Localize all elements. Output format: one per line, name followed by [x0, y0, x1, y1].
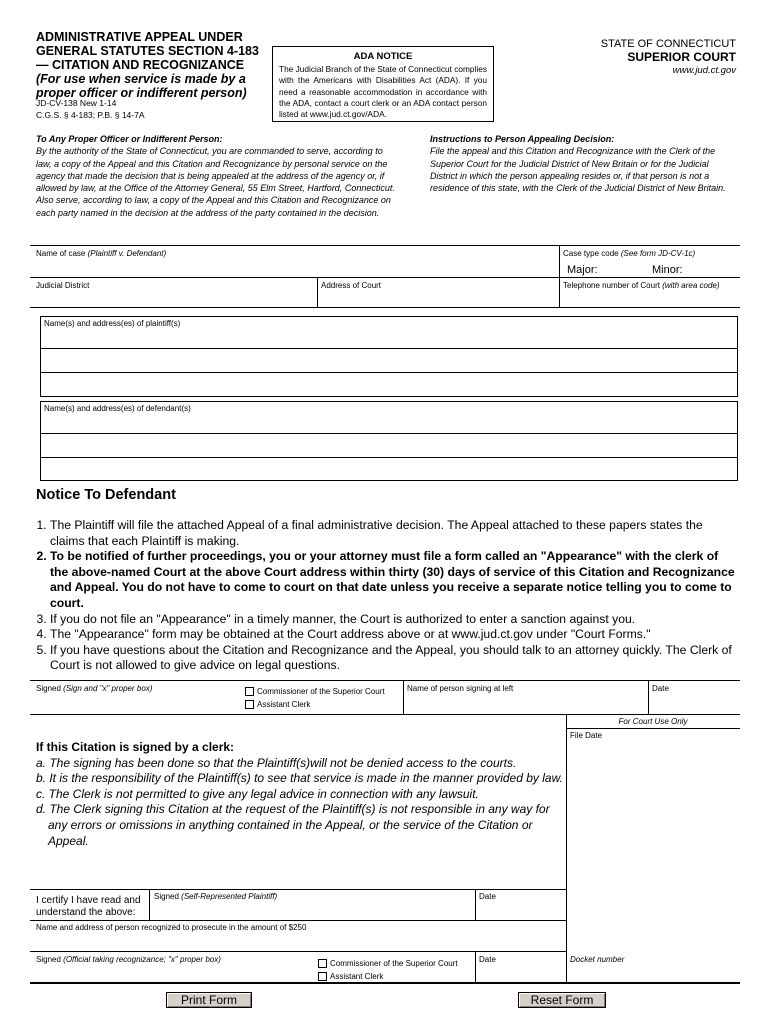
signed-field[interactable] — [36, 684, 152, 694]
file-date-field[interactable]: File Date — [570, 731, 603, 740]
official-commissioner-checkbox[interactable] — [318, 959, 327, 968]
proper-officer-body: By the authority of the State of Connecticut, you are commanded to serve, according to law, a copy of the Appeal and this Citation and Recognizance by personal service on the agency that made the decision that is being appealed at the address of the agency or, if allowed by law, at the Office of the Attorney General, 55 Elm Street, Hartford, Connecticut. Also serve, according to law, a copy of the Appeal and this Citation and Recognizance on each party named in the decision at the address of the party contained in the decision. — [36, 146, 395, 218]
clerk-item: b. It is the responsibility of the Plaintiff(s) to see that service is made in the manner provided by law. — [36, 771, 563, 786]
title-line-3: — CITATION AND RECOGNIZANCE — [36, 58, 245, 72]
court-address-field[interactable]: Address of Court — [321, 281, 382, 290]
assistant-clerk-label: Assistant Clerk — [257, 700, 311, 709]
print-form-button[interactable]: Print Form — [166, 992, 252, 1008]
state-name: STATE OF CONNECTICUT — [600, 38, 736, 50]
case-type-major[interactable]: Major: — [567, 264, 598, 276]
docket-number-field[interactable]: Docket number — [570, 955, 625, 964]
certify-date-field[interactable]: Date — [479, 892, 496, 901]
form-number: JD-CV-138 New 1-14 — [36, 98, 117, 108]
self-rep-signed-hint: (Self-Represented Plaintiff) — [181, 892, 278, 901]
official-commissioner-row[interactable] — [318, 959, 458, 969]
clerk-item: d. The Clerk signing this Citation at the request of the Plaintiff(s) is not responsible in any way for any errors or omissions in anything contained in the Appeal, or the service of the Citation or Appeal. — [36, 802, 550, 848]
signed-label: Signed — [36, 684, 61, 693]
form-number-block — [36, 97, 145, 121]
instructions-section — [430, 133, 736, 194]
court-website: www.jud.ct.gov — [672, 65, 736, 76]
proper-officer-heading: To Any Proper Officer or Indifferent Person: — [36, 134, 223, 144]
signed-hint: (Sign and "x" proper box) — [63, 684, 153, 693]
plaintiffs-label: Name(s) and address(es) of plaintiff(s) — [44, 319, 181, 328]
commissioner-label: Commissioner of the Superior Court — [257, 687, 385, 696]
case-type-hint: (See form JD-CV-1c) — [620, 249, 696, 258]
ada-notice — [272, 46, 494, 122]
case-name-hint: (Plaintiff v. Defendant) — [87, 249, 167, 258]
title-line-1: ADMINISTRATIVE APPEAL UNDER — [36, 30, 243, 44]
self-rep-signed-field[interactable] — [154, 892, 277, 902]
court-phone-field[interactable] — [563, 281, 720, 291]
certify-text: I certify I have read and understand the above: — [36, 895, 141, 918]
official-commissioner-label: Commissioner of the Superior Court — [330, 959, 458, 968]
proper-officer-section — [36, 133, 396, 219]
ada-body: The Judicial Branch of the State of Connecticut complies with the Americans with Disabilities Act (ADA). If you need a reasonable accommodation in accordance with the ADA, contact a court clerk or an ADA contact person listed at www.jud.ct.gov/ADA. — [279, 64, 487, 120]
official-assistant-clerk-row[interactable] — [318, 972, 383, 982]
official-signed-hint: (Official taking recognizance; "x" proper box) — [63, 955, 221, 964]
commissioner-checkbox[interactable] — [245, 687, 254, 696]
official-signed-label: Signed — [36, 955, 61, 964]
statute-reference: C.G.S. § 4-183; P.B. § 14-7A — [36, 110, 145, 120]
signer-name-field[interactable]: Name of person signing at left — [407, 684, 514, 693]
clerk-item: a. The signing has been done so that the Plaintiff(s)will not be denied access to the courts. — [36, 755, 517, 770]
sign-date-field[interactable]: Date — [652, 684, 669, 693]
notice-item: 3. If you do not file an "Appearance" in a timely manner, the Court is authorized to enter a sanction against you. — [50, 612, 736, 628]
official-date-field[interactable]: Date — [479, 955, 496, 964]
self-rep-signed-label: Signed — [154, 892, 179, 901]
assistant-clerk-checkbox-row[interactable] — [245, 700, 310, 710]
notice-item: 2. To be notified of further proceedings, you or your attorney must file a form called an "Appearance" with the clerk of the above-named Court at the above Court address within thirty (30) days of service of this Citation and Recognizance and Appeal. You do not have to come to court on that date unless you receive a separate notice telling you to come to court. — [50, 549, 736, 611]
judicial-district-field[interactable]: Judicial District — [36, 281, 90, 290]
court-phone-label: Telephone number of Court — [563, 281, 660, 290]
case-name-field[interactable] — [36, 249, 166, 259]
assistant-clerk-checkbox[interactable] — [245, 700, 254, 709]
court-name: SUPERIOR COURT — [627, 50, 736, 64]
clerk-section — [36, 740, 566, 849]
notice-list — [36, 518, 736, 674]
case-type-field — [563, 249, 695, 259]
official-assistant-clerk-label: Assistant Clerk — [330, 972, 384, 981]
clerk-heading: If this Citation is signed by a clerk: — [36, 740, 235, 754]
case-type-label: Case type code — [563, 249, 619, 258]
ada-heading: ADA NOTICE — [353, 51, 413, 62]
title-line-2: GENERAL STATUTES SECTION 4-183 — [36, 44, 259, 58]
title-subtitle: (For use when service is made by a proper officer or indifferent person) — [36, 72, 247, 100]
instructions-heading: Instructions to Person Appealing Decision: — [430, 134, 615, 144]
instructions-body: File the appeal and this Citation and Recognizance with the Clerk of the Superior Court for the Judicial District of New Britain or for the Judicial District in which the person appealing resides or, if that person is not a residence of this state, with the Clerk of the Judicial District of New Britain. — [430, 146, 726, 194]
case-type-minor[interactable]: Minor: — [652, 264, 683, 276]
official-signed-field[interactable] — [36, 955, 221, 965]
clerk-item: c. The Clerk is not permitted to give any legal advice in connection with any lawsuit. — [36, 786, 479, 801]
recognized-person-field[interactable]: Name and address of person recognized to prosecute in the amount of $250 — [36, 923, 307, 932]
form-title — [36, 30, 276, 100]
official-assistant-clerk-checkbox[interactable] — [318, 972, 327, 981]
defendants-label: Name(s) and address(es) of defendant(s) — [44, 404, 191, 413]
court-use-label: For Court Use Only — [618, 717, 688, 726]
notice-item: 1. The Plaintiff will file the attached Appeal of a final administrative decision. The Appeal attached to these papers states the claims that each Plaintiff is making. — [50, 518, 736, 549]
notice-heading: Notice To Defendant — [36, 487, 176, 503]
court-phone-hint: (with area code) — [662, 281, 720, 290]
case-name-label: Name of case — [36, 249, 86, 258]
court-header — [601, 38, 736, 77]
commissioner-checkbox-row[interactable] — [245, 687, 385, 697]
notice-item: 5. If you have questions about the Citation and Recognizance and the Appeal, you should talk to an attorney quickly. The Clerk of Court is not allowed to give advice on legal questions. — [50, 643, 736, 674]
reset-form-button[interactable]: Reset Form — [518, 992, 606, 1008]
notice-item: 4. The "Appearance" form may be obtained at the Court address above or at www.jud.ct.gov under "Court Forms." — [50, 627, 736, 643]
